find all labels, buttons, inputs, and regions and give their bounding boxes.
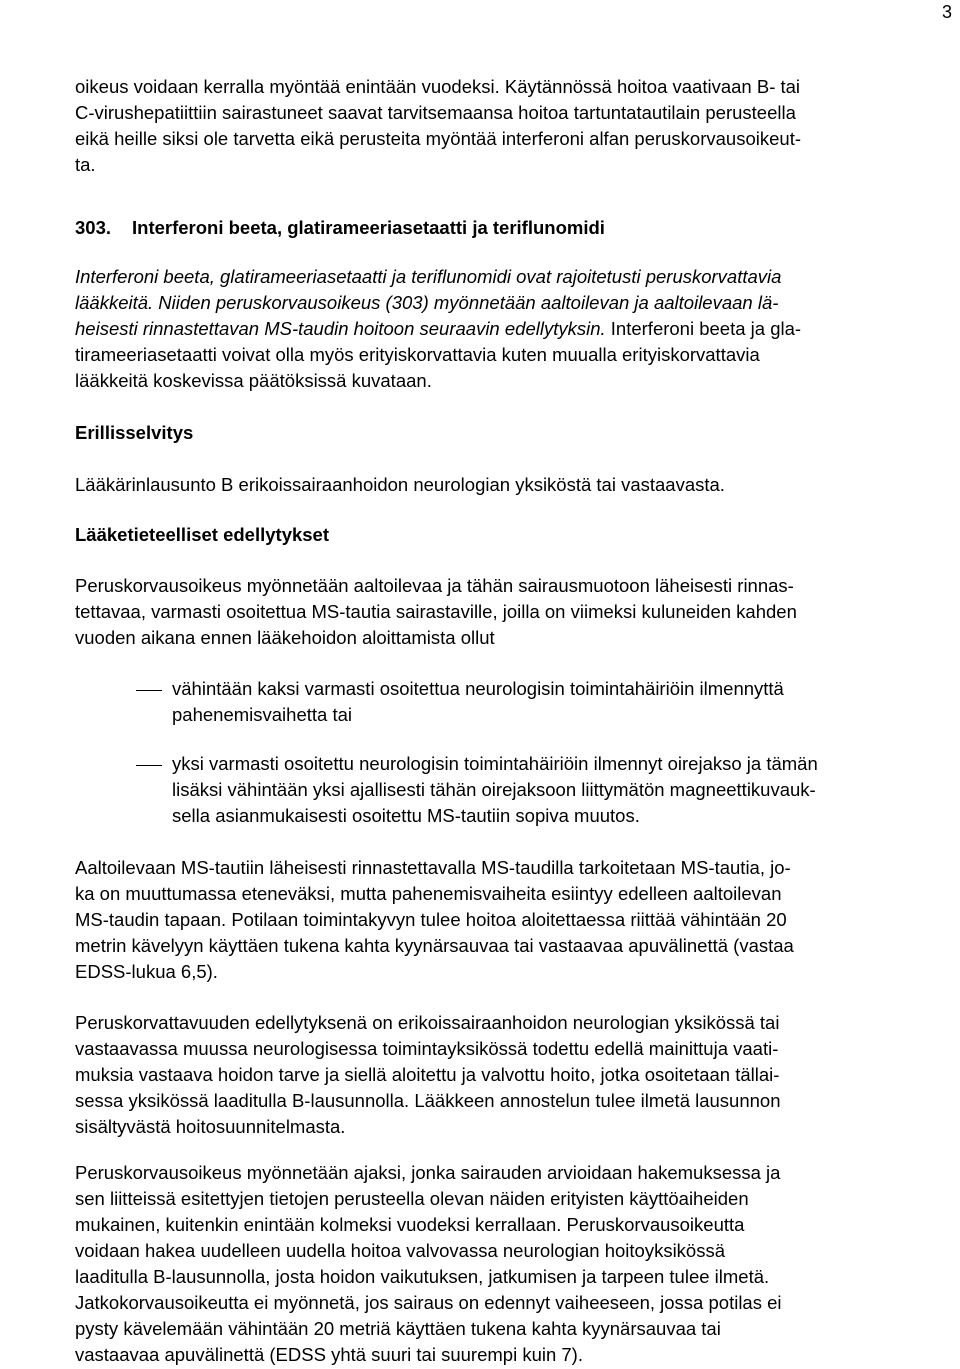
description-normal-part: Interferoni beeta ja gla- — [605, 318, 802, 339]
list-item-line: pahenemisvaihetta tai — [172, 704, 352, 725]
list-item-line: lisäksi vähintään yksi ajallisesti tähän oirejaksoon liittymätön magneettikuvauk- — [172, 779, 816, 800]
intro-line: ta. — [75, 154, 96, 175]
erillisselvitys-heading: Erillisselvitys — [75, 422, 194, 443]
description-line: lääkkeitä. Niiden peruskorvausoikeus (303) myönnetään aaltoilevan ja aaltoilevaan lä- — [75, 292, 779, 313]
list-item-line: sella asianmukaisesti osoitettu MS-tautiin sopiva muutos. — [172, 805, 640, 826]
paragraph-line: MS-taudin tapaan. Potilaan toimintakyvyn tulee hoitoa aloitettaessa riittää vähintään 20 — [75, 909, 787, 930]
paragraph-line: metrin kävelyyn käyttäen tukena kahta kyynärsauvaa tai vastaavaa apuvälinettä (vastaa — [75, 935, 794, 956]
paragraph-line: Jatkokorvausoikeutta ei myönnetä, jos sairaus on edennyt vaiheeseen, jossa potilas ei — [75, 1292, 782, 1313]
page-number: 3 — [941, 2, 952, 22]
edellytykset-line: tettavaa, varmasti osoitettua MS-tautia sairastaville, joilla on viimeksi kuluneiden kahden — [75, 601, 797, 622]
description-line: Interferoni beeta, glatirameeriasetaatti ja teriflunomidi ovat rajoitetusti peruskorvattavia — [75, 266, 782, 287]
list-item-line: vähintään kaksi varmasti osoitettua neurologisin toimintahäiriöin ilmennyttä — [172, 678, 784, 699]
paragraph-line: EDSS-lukua 6,5). — [75, 961, 218, 982]
paragraph-line: laaditulla B-lausunnolla, josta hoidon vaikutuksen, jatkumisen ja tarpeen tulee ilmetä. — [75, 1266, 770, 1287]
description-line: tirameeriasetaatti voivat olla myös erityiskorvattavia kuten muualla erityiskorvattavia — [75, 344, 760, 365]
paragraph-line: pysty kävelemään vähintään 20 metriä käyttäen tukena kahta kyynärsauvaa tai — [75, 1318, 721, 1339]
paragraph-line: vastaavassa muussa neurologisessa toimintayksikössä todettu edellä mainittuja vaati- — [75, 1038, 779, 1059]
paragraph-line: Aaltoilevaan MS-tautiin läheisesti rinnastettavalla MS-taudilla tarkoitetaan MS-tautia, jo- — [75, 857, 791, 878]
paragraph-line: sen liitteissä esitettyjen tietojen perusteella olevan näiden erityisten käyttöaiheiden — [75, 1188, 749, 1209]
edellytykset-line: Peruskorvausoikeus myönnetään aaltoilevaa ja tähän sairausmuotoon läheisesti rinnas- — [75, 575, 794, 596]
paragraph-line: mukainen, kuitenkin enintään kolmeksi vuodeksi kerrallaan. Peruskorvausoikeutta — [75, 1214, 745, 1235]
dash-bullet — [136, 765, 162, 766]
edellytykset-heading: Lääketieteelliset edellytykset — [75, 524, 330, 545]
paragraph-line: Peruskorvausoikeus myönnetään ajaksi, jonka sairauden arvioidaan hakemuksessa ja — [75, 1162, 781, 1183]
section-title: Interferoni beeta, glatirameeriasetaatti ja teriflunomidi — [132, 217, 605, 238]
description-line: lääkkeitä koskevissa päätöksissä kuvataan. — [75, 370, 432, 391]
list-item-line: yksi varmasti osoitettu neurologisin toimintahäiriöin ilmennyt oirejakso ja tämän — [172, 753, 818, 774]
paragraph-line: ka on muuttumassa eteneväksi, mutta pahenemisvaiheita esiintyy edelleen aaltoilevan — [75, 883, 782, 904]
paragraph-line: muksia vastaava hoidon tarve ja siellä aloitettu ja valvottu hoito, jotka osoitetaan tällai- — [75, 1064, 780, 1085]
intro-line: oikeus voidaan kerralla myöntää enintään vuodeksi. Käytännössä hoitoa vaativaan B- tai — [75, 76, 801, 97]
paragraph-line: sisältyvästä hoitosuunnitelmasta. — [75, 1116, 346, 1137]
paragraph-line: Peruskorvattavuuden edellytyksenä on erikoissairaanhoidon neurologian yksikössä tai — [75, 1012, 780, 1033]
dash-bullet — [136, 690, 162, 691]
erillisselvitys-text: Lääkärinlausunto B erikoissairaanhoidon neurologian yksiköstä tai vastaavasta. — [75, 474, 725, 495]
paragraph-line: vastaavaa apuvälinettä (EDSS yhtä suuri tai suurempi kuin 7). — [75, 1344, 583, 1365]
intro-line: eikä heille siksi ole tarvetta eikä perusteita myöntää interferoni alfan peruskorvausoikeut- — [75, 128, 801, 149]
edellytykset-line: vuoden aikana ennen lääkehoidon aloittamista ollut — [75, 627, 495, 648]
intro-line: C-virushepatiittiin sairastuneet saavat tarvitsemaansa hoitoa tartuntatautilain perusteella — [75, 102, 796, 123]
description-italic-part: heisesti rinnastettavan MS-taudin hoitoon seuraavin edellytyksin. — [75, 318, 606, 339]
section-number: 303. — [75, 217, 112, 238]
description-line — [75, 320, 801, 339]
paragraph-line: sessa yksikössä laaditulla B-lausunnolla. Lääkkeen annostelun tulee ilmetä lausunnon — [75, 1090, 781, 1111]
paragraph-line: voidaan hakea uudelleen uudella hoitoa valvovassa neurologian hoitoyksikössä — [75, 1240, 726, 1261]
